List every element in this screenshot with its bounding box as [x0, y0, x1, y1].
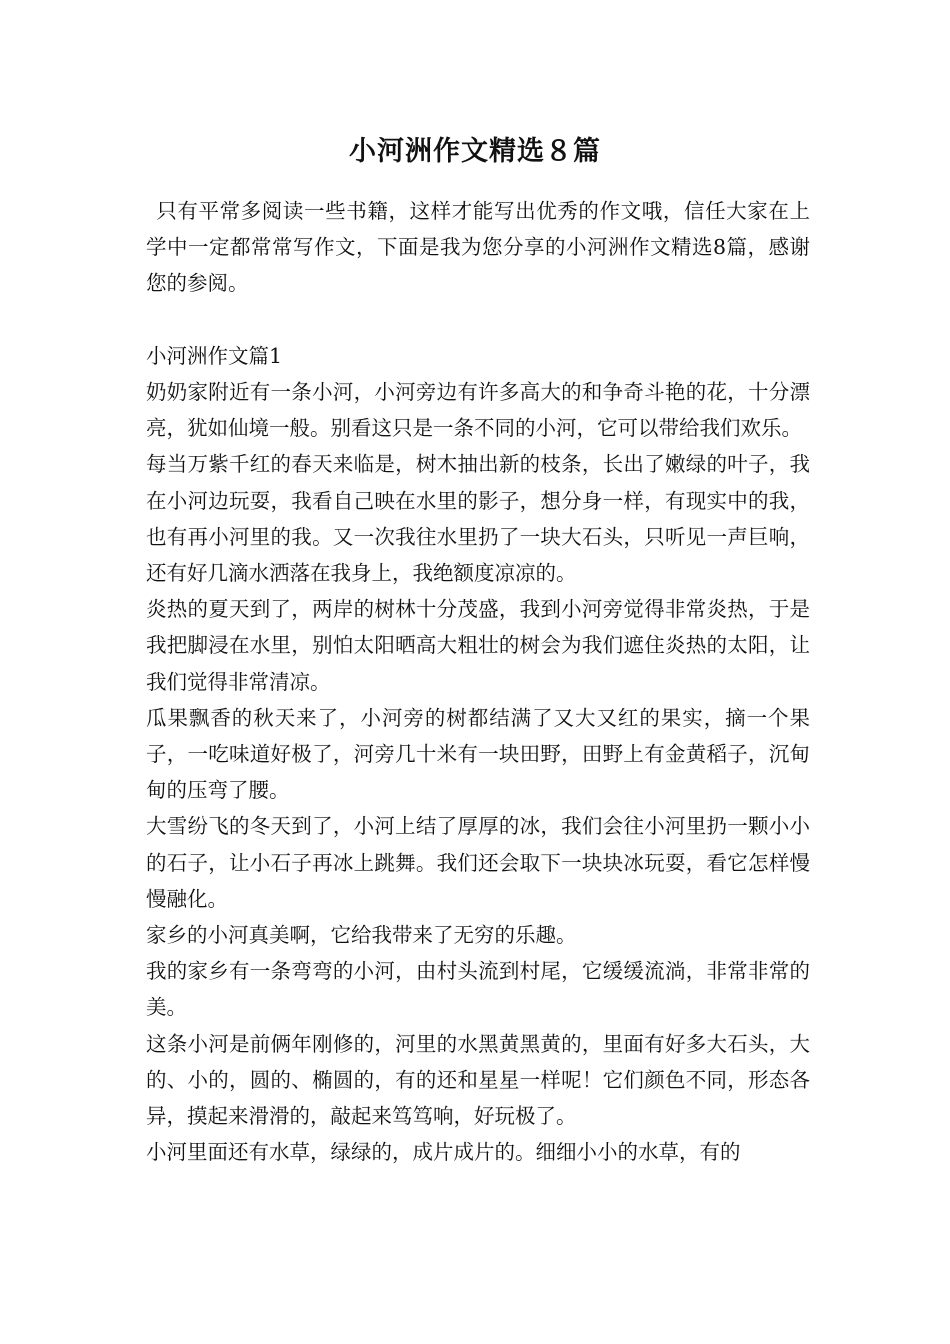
body-paragraph: 我的家乡有一条弯弯的小河，由村头流到村尾，它缓缓流淌，非常非常的美。 — [146, 959, 810, 1020]
paragraph-spacer — [146, 302, 810, 338]
body-paragraph: 小河里面还有水草，绿绿的，成片成片的。细细小小的水草，有的 — [146, 1140, 741, 1165]
document-title: 小河洲作文精选８篇 — [349, 136, 601, 167]
body-paragraph: 大雪纷飞的冬天到了，小河上结了厚厚的冰，我们会往小河里扔一颗小小的石子，让小石子再冰上跳舞。我们还会取下一块块冰玩耍，看它怎样慢慢融化。 — [146, 814, 810, 911]
intro-paragraph: 只有平常多阅读一些书籍，这样才能写出优秀的作文哦，信任大家在上学中一定都常常写作文，下面是我为您分享的小河洲作文精选8篇，感谢您的参阅。 — [146, 199, 810, 296]
body-paragraph: 家乡的小河真美啊，它给我带来了无穷的乐趣。 — [146, 923, 577, 948]
body-paragraph: 奶奶家附近有一条小河，小河旁边有许多高大的和争奇斗艳的花，十分漂亮，犹如仙境一般。别看这只是一条不同的小河，它可以带给我们欢乐。 — [146, 380, 810, 441]
body-paragraph: 瓜果飘香的秋天来了，小河旁的树都结满了又大又红的果实，摘一个果子，一吃味道好极了，河旁几十米有一块田野，田野上有金黄稻子，沉甸甸的压弯了腰。 — [146, 705, 810, 803]
body-paragraph: 每当万紫千红的春天来临是，树木抽出新的枝条，长出了嫩绿的叶子，我在小河边玩耍，我看自己映在水里的影子，想分身一样，有现实中的我，也有再小河里的我。又一次我往水里扔了一块大石头，只听见一声巨响，还有好几滴水洒落在我身上，我绝额度凉凉的。 — [146, 452, 810, 586]
body-paragraph: 这条小河是前俩年刚修的，河里的水黑黄黑黄的，里面有好多大石头，大的、小的，圆的、椭圆的，有的还和星星一样呢！它们颜色不同，形态各异，摸起来滑滑的，敲起来笃笃响，好玩极了。 — [146, 1031, 810, 1129]
section-heading: 小河洲作文篇1 — [146, 343, 283, 368]
document-body — [146, 193, 810, 1170]
body-paragraph: 炎热的夏天到了，两岸的树林十分茂盛，我到小河旁觉得非常炎热，于是我把脚浸在水里，别怕太阳晒高大粗壮的树会为我们遮住炎热的太阳，让我们觉得非常清凉。 — [146, 597, 810, 694]
